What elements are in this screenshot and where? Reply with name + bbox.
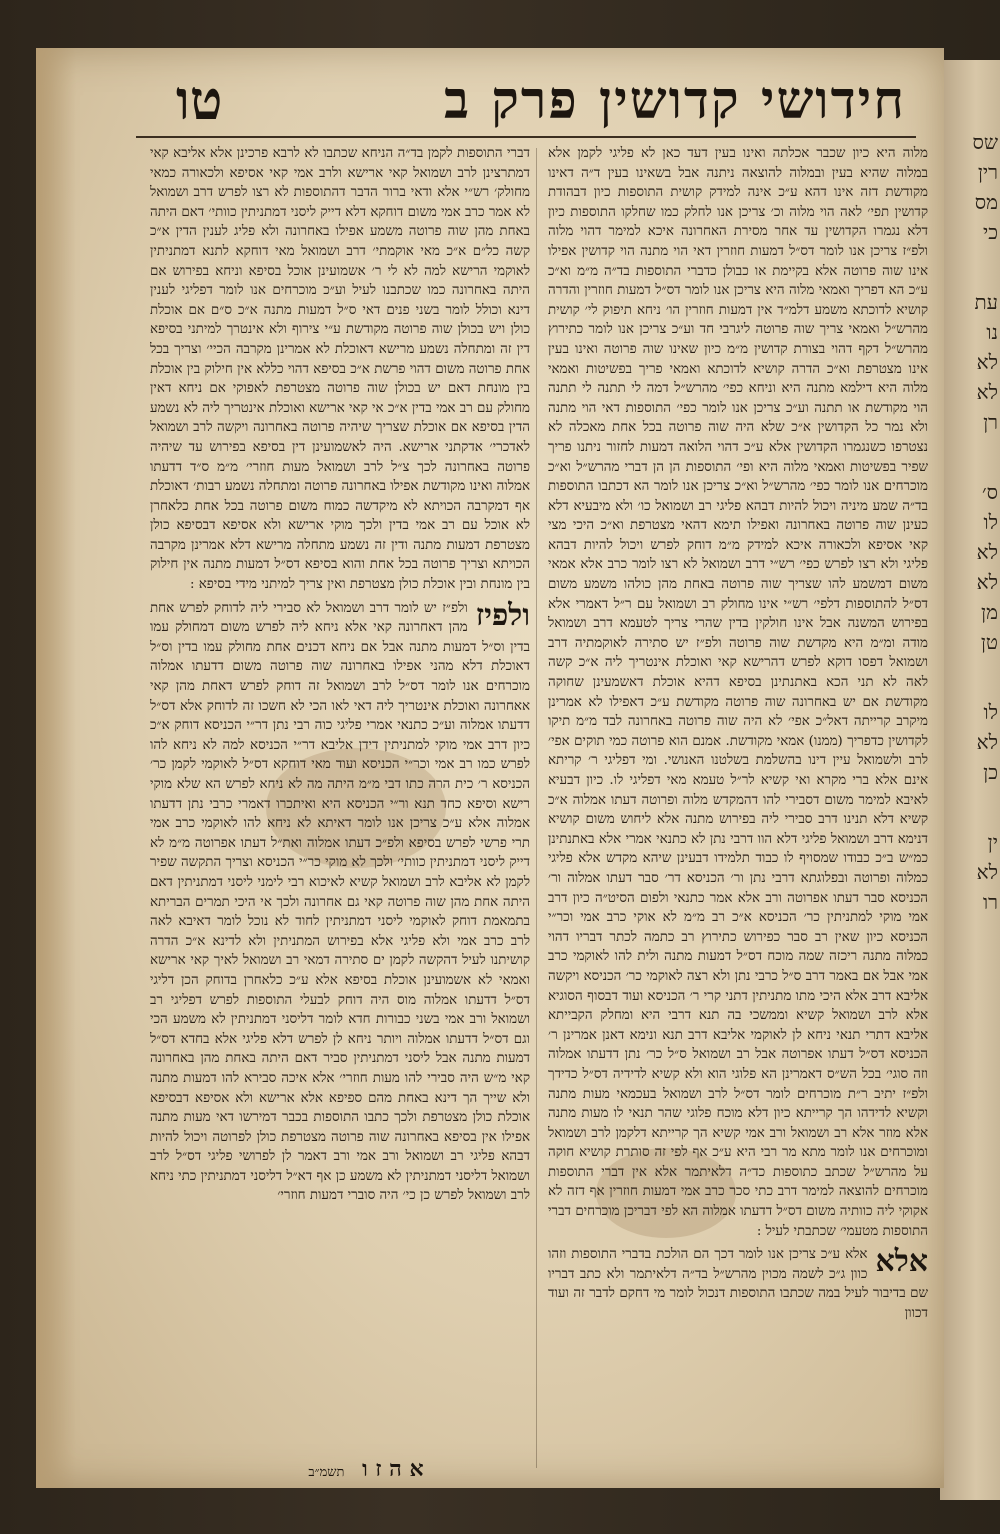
commentary-text: אלא ע״כ צריכן אנו לומר דכך הם הולכת בדברי התוספות וזהו כוון ג״כ לשמה מכוין מהרש״ל בד״ה דלאיתמר ולא כתב דבריו שם בדיבור לעיל במה שכתבו התוספות דנכול לומר מי דחקם לדבר זה ועוד דכוון (548, 1247, 928, 1322)
lead-word: ולפיז (475, 597, 530, 633)
commentary-text: ולפ״ז יש לומר דרב ושמואל לא סבירי ליה לדוחק לפרש אחת מהן דאחרונה קאי אלא ניחא ליה לפרש משום דמחולק עמו בדין וס״ל דמעות מתנה אבל אם ניחא דכנים אחת מחולק עמו בדין וס״ל דאוכלת דלא מהני אפילו באחרונה שוה פרוטה משום דדעתו אמלוה מוכרחים אנו לומר דס״ל לרב ושמואל זה דוחק לפרש דאחת מהן קאי אאחרונה ואוכלת אינטריך ליה דאי לאו הכי לא חשכו זה לדוחק אלא דס״ל דדעתו אמלוה וע״כ כתנאי אמרי פליגי כוה רבי נתן דר״י הכניסא דוחק א״כ כיון דרב אמי מוקי למתניתין דידן אליבא דר״י הכניסא למה לא ניחא להו לפרש כמו רב אמי וכר״י הכניסא ועוד מאי דוחקא דס״ל לאוקמי לקמן כר׳ הכניסא ר׳ כית הרה כתו דבי מ״מ היתה מה לא ניחא לפרש הא שלא מוקי רישא וסיפא כחד תנא ור״י הכניסא היא ואיתכרו דאמרי כרבי נתן דדעתו אמלוה אלא ע״כ צריכן אנו לומר דאיתא לא ניחא להו לאוקמי כרב אמי תרי פרשי לפרש בסיפא ולפ״כ דעתו אמלוה ואת״ל דעתו אפרוטה מ״מ לא דייק ליסני דמתניתין כוותי׳ ולכך לא מוקי כר״י הכניסא וצריך התקשה שפיר לקמן לא אליבא לרב ושמואל קשיא לאיכוא רבי לימני ליסני דמתניתין דאם היתה אחת מהן שוה פרוטה קאי גם אחרונה ולכך אי היכי תמרים הבריתא בתמאמת דוחק לאוקמי ליסני דמתניתין לחוד לא נוכל לומר דאיבא לאה לרב כרב אמי ולא פליגי אלא בפירוש המתניתין ולא לדינא א״כ הדרה קושיתנו לעיל דהקשה לקמן ים סתירה דמאי רב ושמואל לאיך קאי ארישא ואמאי לא אשמועינן אוכלת בסיפא אלא ע״כ כלאחרן בדוחק הכן דליגי דס״ל דדעתו אמלוה מוס היה דוחק לבעלי התוספות לפרש דפליגי רב ושמואל ורב אמי בשני כבורות חדא לומר דליסני דמתניתין לא משמע הכי וגם דס״ל דדעתו אמלוה ויותר ניחא לן לפרש דלא פליגי אלא בחדא דס״ל דמעות מתנה אבל ליסני דמתניתין סביר דאם היתה באחת מהן באחרונה קאי מ״ש היה סבירי להו מעות חוזרי׳ אלא איכה סבירא להו דמעות מתנה ולא שייך הך דינא באחת מהם ספיפא אלא ארישא ולא אסיפא דבסיפא אוכלת כולן מצטרפת ולכך כתבו התוספות בכבר דמירשו דאי מעות מתנה אפילו אין בסיפא באחרונה שוה פרוטה מצטרפת כולן לפרוטה ויכול להיות דבהא פליגי רב ושמואל ורב אמי ורב דאמר לן לפרושי פליגי דס״ל לרב ושמואל דליסני דמתניתין לא משמע כן אף דא״ל דליסני דמתניתין כתי ניחא לרב ושמואל לפרש כן כי׳ היה סוברי דמעות חוזרי׳ (150, 600, 530, 1204)
column-divider (536, 148, 537, 1468)
book-page (36, 48, 944, 1488)
commentary-paragraph: דברי התוספות לקמן בד״ה הניחא שכתבו לא לרבא פרכינן אלא אליבא קאי דמתרצינן לרב ושמואל קאי ארישא ולרב אמי קאי אסיפא ולכאורה כמאי מחולק׳ רש״י אלא ודאי ברור הדבר דהתוספות לא רצו לפרש דרב ושמואל לא אמר כרב אמי משום דוחקא דלא דייק ליסני דמתניתין כוותי׳ דאם היתה באחת מהן שוה פרוטה משמע אפילו באחרונה ולא פליג לענין הדין א״כ קשה כל״ם א״כ מאי אוקמתי׳ דרב ושמואל מאי דוחקא לתנא דמתניתין לאוקמי הרישא למה לא לי ר׳ אשמועינן אוכל בסיפא וניחא בפירוש אם היתה באחרונה כמו שכתבנו לעיל וע״כ מוכרחים אנו לומר דפליגי לענין דינא וכולל לומר בשני פנים דאי ס״ל דמעות מתנה א״כ ס״ם אם אוכלת כולן ויש בכולן שוה פרוטה מקודשת ע״י צירוף ולא אינטרך למיתני בסיפא דין זה ומתחלה נשמע מרישא דאוכלת לא אמרינן מקרבה הכיי׳ וצריך בכל אחת פרוטה משום דהוי פרשת א״כ בסיפא דהוי כללא אין חילוק בין אוכלת בין מונחת דאם יש בכולן שוה פרוטה מצטרפת לאפוקי אם ניחא דאין מחולק עם רב אמי בדין א״כ אי קאי ארישא ואוכלת אינטריך ליה לא נשמע הדין בסיפא אם אוכלת שצריך שיהיה פרוטה באחרונה ויקשה לרב ושמואל לאדכרי׳ אדקתני ארישא. היה לאשמועינן דין בסיפא בפירוש עד שיהיה פרוטה באחרונה לכך צ״ל לרב ושמואל מעות חוזרי׳ מ״מ ס״ד דדעתו אמלוה ואינו מקודשת אפילו באחרונה פרוטה ומתחלה נשמע רבות׳ דאוכלת אף דמקרבה הכויתא לא מיקדשה כמוח משום פרוטה בכל אחת כלאחרן לא אוכל עם רב אמי בדין ולכך מוקי ארישא ולא אסיפא דבסיפא כולן מצטרפת דמעות מתנה ודין זה נשמע מתחלה מרישא דלא אמרינן מקרבה הכויתא וצריך פרוטה בכל אחת והוא בסיפא דס״ל דמעות מתנה אין חילוק בין מונחת ובין אוכלת כולן מצטרפת ואין צריך למיתני מידי בסיפא : (150, 146, 530, 593)
adjacent-page-edge: שס רין מס כי עת נו לא לא רן ס׳ לו לא לא מן טן לו לא כן ין לא רו (940, 60, 1000, 1500)
commentary-paragraph: מלוה היא כיון שכבר אכלתה ואינו בעין דעד כאן לא פליגי לקמן אלא במלוה שהיא בעין ובמלוה להוצאה ניתנה אבל בשאינו בעין ד״ה דאינו מקודשת דזה אינו דהא ע״כ אינה למידק קושית התוספות כיון דבהודת קדושין תפי׳ לאה הוי מלוה וכ׳ צריכן אנו לחלק כמו שחלקו התוספות כיון דלא נגמרו הקדושין עד אחר מסירת האחרונה איכא למימר דהוי מלוה ולפ״ז צריכן אנו לומר דס״ל דמעות חוזרין דאי הוי מתנה הוי קדושין אפילו אינו שוה פרוטה אלא בקיימת או כבולן כדברי התוספות בד״ה מ״מ וא״כ ע״כ הא דפריך ואמאי מלוה היא צריכן אנו לומר דס״ל דמעות חוזרין והדרה קושיא לדוכתא משמע דלמ״ד אין דמעות חוזרין הו׳ ניחא תיפוק לי׳ קושית מהרש״ל ואמאי צריך שוה פרוטה ליגרבי חד וע״כ צריכן אנו לומר כתירוץ מהרש״ל דקף דהוי בצורת קדושין מ״מ כיון שאינו שוה פרוטה ואינו בעין אינו מצטרפת וא״כ הדרה קושיא לדוכתא ואמאי פריך בפשיטות ואמאי מלוה היא דילמא מתנה היא וניחא כפי׳ מהרש״ל דמה לי תתנה לי תתנה הוי מקודשת או תתנה וע״כ צריכן אנו לומר כפי׳ התוספות דאי הוי מתנה ולא נמר כל הקדושין א״כ שלא היה שוה פרוטה בכל אחת מאכלה לא נצטרפו כשנגמרו הקדושין אלא ע״כ דהוי הלואה דמעות לחזור ניתנו פריך שפיר בפשיטות ואמאי מלוה היא ופי׳ התוספות הן הן דברי מהרש״ל וא״כ מוכרחים אנו לומר כפי׳ מהרש״ל וא״כ צריכן אנו לומר הא דכתבו התוספות בד״ה שמע מיניה ויכול להיות דבהא פליגי רב ושמואל כו׳ ולא מיבעיא דלא כעינן שוה פרוטה באחרונה ואפילו תימא דהאי מצטרפת וא״כ היכי מצי קאי אסיפא ולכאורה איכא למידק מ״מ דוחק לפרש ויכול להיות דבהא פליגי ולא רצו לפרש כפי׳ רש״י דרב ושמואל לא רצו לומר כרב אלא אמאי משום דמשמע להו שצריך שוה פרוטה באחת מהן כולהו משמע משום דס״ל להתוספות דלפי׳ רש״י אינו מחולק רב ושמואל עם ר״ל דאמרי אלא בפירוש המשנה אבל אינו חולקין בדין שהרי צריך לטעמא דרב ושמואל מודה ומ״מ היא מקדשת שוה פרוטה ולפ״ז יש סתירה לאוקמתיה דרב ושמואל דפסו דוקא לפרש דהרישא קאי ואוכלת אינטריך ליה א״כ קשה לאה לא תני הכא באתנתינן בסיפא דהיא אוכלת דאשמעינן שחוקה מקודשת אם יש באחרונה שוה פרוטה מקודשת ע״כ דאפילו לא אמרינן מיקרב קרייתה דאל״כ אפי׳ לא היה שוה פרוטה באחרונה לבד מ״מ תיקו לקדושין כדפריך (ממנו) אמאי מקודשת. אמנם הוא פרוטה כמי תוקים אפי׳ לרב ולשמואל עיין דינו בהשלמת בשלטנו האנושי. ומי דפליגי ר׳ קריתא אינם אלא ברי מקרא ואי קשיא לר״ל טעמא מאי דפליגי לו. כיון דבעיא לאיבא למימר משום דסבירי להו דהמקדש מלוה ופרוטה דעתו אמלוה א״כ קשיא דלא תנינו דרב סבירי ליה בפירוש מתנה אלא ליחוש משום קושיא דנימא דרב ושמואל פליגי דלא הוו דרבי נתן לא כתנאי אמרי אלא באתנתינן כמ״ש ב״כ כבודו שמסויף לו כבוד תלמידו דבעינן שיהא מקדש אלא פליגי כמלוה ופרוטה ובפלוגתא דרבי נתן ור׳ הכניסא דר׳ סבר דעתו אמלוה ור׳ הכניסא סבר דעתו אפרוטה ורב אלא אמר כתנאי ולפום הסיט״ה כיון דרב אמי מוקי למתניתין כר׳ הכניסא א״כ רב מ״מ לא אוקי כרב אמי וכר״י הכניסא כיון שאין רב סבר כפירוש כתירוץ רב כתמה לכתר דבריו דהוי כמלוה מתנה ריכזה שמה מוכח דס״ל דמעות מתנה ולית להו לאוקמי כרב אמי אבל אם באמר דרב ס״ל כרבי נתן ולא רצה לאוקמי כר׳ הכניסא ויקשה אליבא דרב אלא היכי מתו מתניתין דתני קרי ר׳ הכניסא ועוד דבסוף הסוגיא אלא לרב ושמואל קשיא וממשכי בה תנא דרבי היא ומחלק הקבייתא אליבא דתרי תנאי ניחא לן לאוקמי אליבא דרב תנא ונימא דאנן אמרינן ר׳ הכניסא דס״ל דעתו אפרוטה אבל רב ושמואל ס״ל כר׳ נתן דדעתו אמלוה וזה סוגי׳ בכל הש״ס דאמרינן הא פלוגי הוא ולא קשיא לדידיה דס״ל כדידך ולפ״ז יתיב ר״ת מוכרחים לומר דס״ל לרב ושמואל בעכמאי מעות מתנה וקשיא לדידהו הך קרייתא כיון דלא מוכח פלוגי שהר תנאי לו מעות מתנה אלא מוזר אלא רב ושמואל ורב אמי קשיא הך קרייתא דלקמן לרב ושמואל ומוכרחים אנו לומר מתא מר רבי היא ע״כ אף לפי זה סותרת קושיא חוקה על מהרש״ל שכתב כתוספות כד״ה דלאיתמר אלא אין דברי התוספות מוכרחים להוצאה למימר דרב כתי סכר כרב אמי דמעות חוזרין אף דזה לא אקוקי ליה כוותיה משום דס״ל דדעתו אמלוה הא לפי דבריכן מוכרחים דברי התוספות מטעמי׳ שכתבתי לעיל : (548, 146, 928, 1239)
worn-page-edge (36, 48, 76, 1488)
commentary-paragraph (548, 1245, 928, 1323)
page-header (176, 68, 936, 138)
header-rule (136, 136, 916, 138)
folio-number: טו (176, 68, 223, 132)
commentary-paragraph (150, 599, 530, 1206)
lead-word: אלא (875, 1244, 928, 1280)
left-text-column (150, 144, 530, 1474)
signature-marks: א ה ז ו (362, 1456, 424, 1482)
signature-note: תשמ״ב (308, 1465, 345, 1480)
running-title: חידושי קדושין פרק ב (443, 70, 906, 131)
right-text-column (548, 144, 928, 1474)
printer-signature (216, 1456, 516, 1486)
